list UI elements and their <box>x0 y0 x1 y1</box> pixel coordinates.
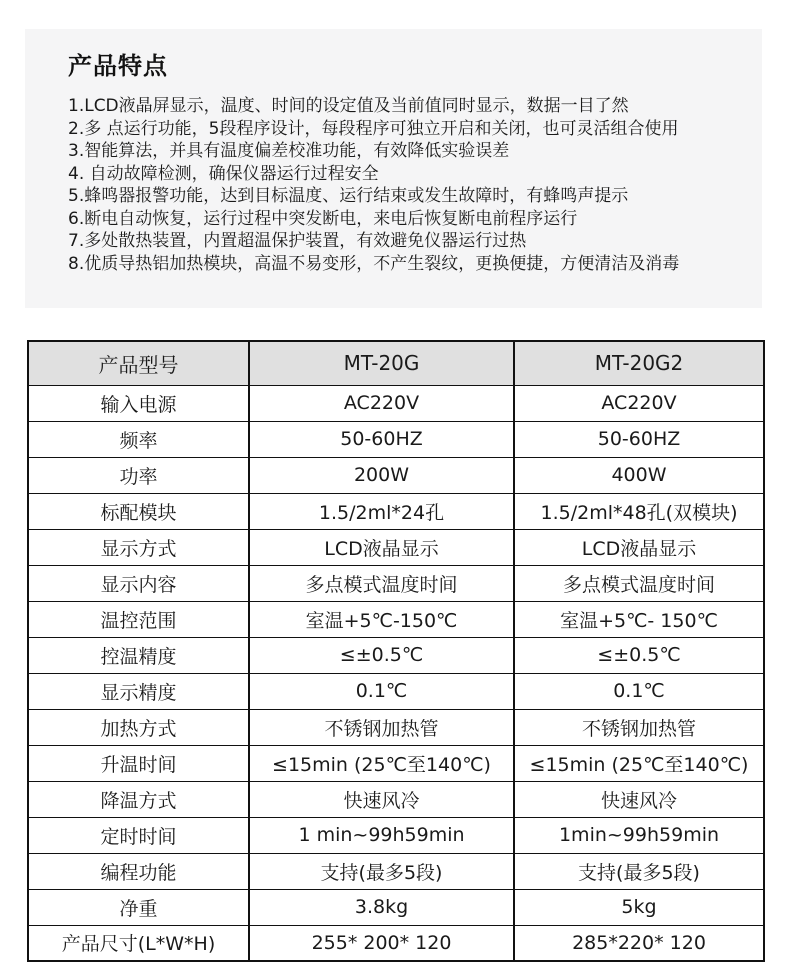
table-row <box>28 673 764 709</box>
spec-header-model-mt20g: MT-20G <box>249 341 514 385</box>
table-row <box>28 385 764 421</box>
spec-value-mt20g: 支持(最多5段) <box>249 853 514 889</box>
spec-value-mt20g2: 285*220* 120 <box>514 925 764 961</box>
spec-value-mt20g2: 50-60HZ <box>514 421 764 457</box>
spec-value-mt20g: ≤15min (25℃至140℃) <box>249 745 514 781</box>
spec-label: 输入电源 <box>28 385 249 421</box>
spec-label: 降温方式 <box>28 781 249 817</box>
spec-value-mt20g2: 1.5/2ml*48孔(双模块) <box>514 493 764 529</box>
feature-item: 2.多 点运行功能，5段程序设计，每段程序可独立开启和关闭，也可灵活组合使用 <box>68 118 679 139</box>
spec-value-mt20g2: 多点模式温度时间 <box>514 565 764 601</box>
table-row <box>28 421 764 457</box>
spec-value-mt20g: 室温+5℃-150℃ <box>249 601 514 637</box>
spec-label: 功率 <box>28 457 249 493</box>
spec-value-mt20g: 3.8kg <box>249 889 514 925</box>
spec-value-mt20g2: ≤±0.5℃ <box>514 637 764 673</box>
feature-item: 4. 自动故障检测，确保仪器运行过程安全 <box>68 163 379 184</box>
spec-header-label: 产品型号 <box>28 341 249 385</box>
spec-label: 加热方式 <box>28 709 249 745</box>
spec-label: 显示精度 <box>28 673 249 709</box>
table-row <box>28 565 764 601</box>
product-features-section <box>25 29 762 308</box>
spec-value-mt20g2: 1min~99h59min <box>514 817 764 853</box>
features-list <box>68 95 742 275</box>
table-row <box>28 745 764 781</box>
spec-value-mt20g: 50-60HZ <box>249 421 514 457</box>
feature-item: 7.多处散热装置，内置超温保护装置，有效避免仪器运行过热 <box>68 231 527 251</box>
spec-value-mt20g: 不锈钢加热管 <box>249 709 514 745</box>
spec-value-mt20g2: AC220V <box>514 385 764 421</box>
spec-value-mt20g: LCD液晶显示 <box>249 529 514 565</box>
spec-label: 净重 <box>28 889 249 925</box>
spec-table <box>27 340 765 962</box>
spec-value-mt20g2: 0.1℃ <box>514 673 764 709</box>
spec-value-mt20g2: 不锈钢加热管 <box>514 709 764 745</box>
spec-value-mt20g2: 5kg <box>514 889 764 925</box>
spec-header-model-mt20g2: MT-20G2 <box>514 341 764 385</box>
table-row <box>28 601 764 637</box>
spec-value-mt20g2: 支持(最多5段) <box>514 853 764 889</box>
spec-label: 频率 <box>28 421 249 457</box>
table-row <box>28 781 764 817</box>
spec-value-mt20g2: 快速风冷 <box>514 781 764 817</box>
feature-item: 6.断电自动恢复，运行过程中突发断电，来电后恢复断电前程序运行 <box>68 208 578 229</box>
spec-value-mt20g: 多点模式温度时间 <box>249 565 514 601</box>
spec-value-mt20g: 1.5/2ml*24孔 <box>249 493 514 529</box>
features-title: 产品特点 <box>68 52 168 80</box>
spec-value-mt20g2: LCD液晶显示 <box>514 529 764 565</box>
spec-value-mt20g: 255* 200* 120 <box>249 925 514 961</box>
feature-item: 1.LCD液晶屏显示，温度、时间的设定值及当前值同时显示，数据一目了然 <box>68 96 629 116</box>
spec-value-mt20g: 0.1℃ <box>249 673 514 709</box>
spec-value-mt20g: ≤±0.5℃ <box>249 637 514 673</box>
spec-value-mt20g: 快速风冷 <box>249 781 514 817</box>
spec-value-mt20g: 1 min~99h59min <box>249 817 514 853</box>
spec-label: 定时时间 <box>28 817 249 853</box>
spec-value-mt20g2: ≤15min (25℃至140℃) <box>514 745 764 781</box>
spec-label: 控温精度 <box>28 637 249 673</box>
table-row <box>28 457 764 493</box>
spec-label: 温控范围 <box>28 601 249 637</box>
table-row <box>28 817 764 853</box>
spec-value-mt20g: AC220V <box>249 385 514 421</box>
spec-label: 显示方式 <box>28 529 249 565</box>
table-row <box>28 637 764 673</box>
spec-label: 产品尺寸(L*W*H) <box>28 925 249 961</box>
spec-label: 编程功能 <box>28 853 249 889</box>
table-row <box>28 889 764 925</box>
feature-item: 3.智能算法，并具有温度偏差校准功能，有效降低实验误差 <box>68 141 510 161</box>
table-row <box>28 853 764 889</box>
table-row <box>28 529 764 565</box>
table-row <box>28 493 764 529</box>
spec-label: 标配模块 <box>28 493 249 529</box>
feature-item: 8.优质导热铝加热模块，高温不易变形，不产生裂纹，更换便捷，方便清洁及消毒 <box>68 253 680 274</box>
spec-label: 升温时间 <box>28 745 249 781</box>
feature-item: 5.蜂鸣器报警功能，达到目标温度、运行结束或发生故障时，有蜂鸣声提示 <box>68 186 629 206</box>
table-row <box>28 709 764 745</box>
spec-label: 显示内容 <box>28 565 249 601</box>
spec-value-mt20g2: 400W <box>514 457 764 493</box>
spec-header-row <box>28 341 764 385</box>
spec-value-mt20g2: 室温+5℃- 150℃ <box>514 601 764 637</box>
spec-value-mt20g: 200W <box>249 457 514 493</box>
table-row <box>28 925 764 961</box>
